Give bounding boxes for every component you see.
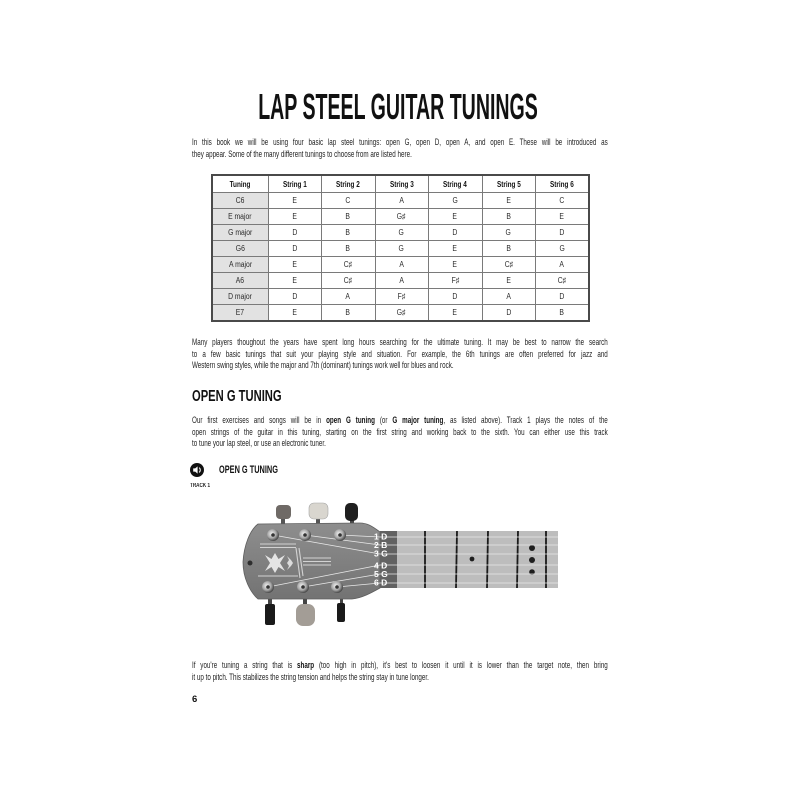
table-cell <box>375 257 428 273</box>
table-cell <box>375 241 428 257</box>
tunings-table <box>211 174 590 322</box>
tuning-name-cell <box>212 241 268 257</box>
table-cell <box>535 225 589 241</box>
intro-paragraph <box>192 137 608 160</box>
header-label: String 1 <box>282 179 307 189</box>
table-cell <box>268 273 321 289</box>
cell-text: C♯ <box>343 260 353 269</box>
cell-text: E major <box>228 212 252 221</box>
cell-text: E <box>292 308 297 317</box>
cell-text: E <box>452 308 458 317</box>
table-cell <box>321 209 375 225</box>
table-cell <box>428 209 482 225</box>
table-cell <box>321 241 375 257</box>
table-cell <box>375 209 428 225</box>
paragraph-line: to tune your lap steel, or use an electronic tuner. <box>192 438 326 449</box>
cell-text: E <box>452 212 458 221</box>
cell-text: E <box>292 212 297 221</box>
cell-text: B <box>506 244 511 253</box>
paragraph-line: it up to pitch. This stabilizes the string tension and helps the string stay in tune longer. <box>192 671 429 683</box>
text-segment: If you're tuning a string that is <box>192 660 298 671</box>
table-cell <box>375 225 428 241</box>
paragraph-line: Many players thoughout the years have spent long hours searching for the ultimate tuning. It may be best to narrow the search <box>192 337 608 348</box>
table-cell <box>321 225 375 241</box>
cell-text: G <box>505 228 512 237</box>
cell-text: D <box>559 228 565 237</box>
cell-text: E <box>452 244 458 253</box>
audio-track-title <box>219 465 307 476</box>
section-heading-text: OPEN G TUNING <box>192 388 282 405</box>
page-number: 6 <box>192 694 198 705</box>
track-number-text: TRACK 1 <box>190 483 211 489</box>
cell-text: A <box>559 260 565 269</box>
tuning-name-cell <box>212 305 268 322</box>
table-cell <box>535 257 589 273</box>
table-cell <box>321 305 375 322</box>
cell-text: G <box>559 244 565 253</box>
table-row <box>212 225 589 241</box>
paragraph-line: they appear. Some of the many different tunings to choose from are listed here. <box>192 148 412 160</box>
cell-text: A <box>399 260 404 269</box>
cell-text: F♯ <box>397 292 406 301</box>
tuning-name-cell <box>212 193 268 209</box>
column-header-string-6 <box>535 175 589 193</box>
table-row <box>212 273 589 289</box>
cell-text: E <box>559 212 565 221</box>
table-cell <box>375 305 428 322</box>
bold-term-g-major-tuning: G major tuning <box>392 415 444 426</box>
table-cell <box>428 241 482 257</box>
cell-text: A <box>399 276 404 285</box>
cell-text: G <box>398 244 405 253</box>
audio-track-title-text: OPEN G TUNING <box>219 464 278 476</box>
table-row <box>212 193 589 209</box>
paragraph-line: open strings of the guitar in this tuning, starting on the first string and working back to the sixth. You can either use this track <box>192 426 608 438</box>
cell-text: E <box>292 196 297 205</box>
table-cell <box>268 209 321 225</box>
table-cell <box>321 193 375 209</box>
tuner-keys-bottom <box>265 596 345 626</box>
cell-text: D <box>292 244 297 253</box>
header-label: String 6 <box>549 179 574 189</box>
cell-text: B <box>559 308 565 317</box>
cell-text: E7 <box>236 308 245 317</box>
header-label: String 5 <box>496 179 521 189</box>
cell-text: C <box>345 196 351 205</box>
column-header-string-5 <box>482 175 535 193</box>
tuning-name-cell <box>212 257 268 273</box>
cell-text: E <box>292 260 297 269</box>
table-cell <box>535 273 589 289</box>
header-label: Tuning <box>229 179 251 189</box>
table-cell <box>482 257 535 273</box>
cell-text: D <box>452 228 458 237</box>
cell-text: G major <box>228 228 253 237</box>
table-cell <box>535 289 589 305</box>
cell-text: A <box>345 292 351 301</box>
cell-text: B <box>345 244 351 253</box>
table-row <box>212 257 589 273</box>
cell-text: C♯ <box>504 260 513 269</box>
cell-text: E <box>506 276 511 285</box>
cell-text: G <box>452 196 458 205</box>
table-cell <box>482 289 535 305</box>
tuning-name-cell <box>212 289 268 305</box>
open-g-paragraph <box>192 415 608 450</box>
tuning-name-cell <box>212 225 268 241</box>
string-label-4: 4 D <box>374 560 388 571</box>
paragraph-line: Western swing styles, while the major and 7th (dominant) tunings work well for blues and rock. <box>192 360 454 371</box>
cell-text: A <box>399 196 404 205</box>
table-cell <box>268 257 321 273</box>
cell-text: A <box>506 292 511 301</box>
table-cell <box>428 305 482 322</box>
table-cell <box>268 289 321 305</box>
tuning-name-cell <box>212 273 268 289</box>
cell-text: G6 <box>235 244 245 253</box>
paragraph-line <box>192 660 608 672</box>
cell-text: A6 <box>236 276 245 285</box>
paragraph-line: to a few basic tunings that suit your playing style and situation. For example, the 6th tunings are often preferred for jazz and <box>192 348 608 360</box>
text-segment: Our first exercises and songs will be in <box>192 415 327 426</box>
header-label: String 4 <box>443 179 467 189</box>
header-label: String 3 <box>389 179 414 189</box>
column-header-tuning <box>212 175 268 193</box>
speaker-icon <box>190 463 204 477</box>
paragraph-line <box>192 415 608 427</box>
cell-text: B <box>345 308 351 317</box>
table-cell <box>268 305 321 322</box>
table-header-row <box>212 175 589 193</box>
table-cell <box>428 273 482 289</box>
cell-text: E <box>452 260 458 269</box>
column-header-string-2 <box>321 175 375 193</box>
table-cell <box>268 241 321 257</box>
cell-text: D <box>506 308 511 317</box>
bold-term-open-g-tuning: open G tuning <box>326 415 375 426</box>
table-cell <box>268 225 321 241</box>
string-label-5: 5 G <box>374 569 388 579</box>
cell-text: E <box>506 196 511 205</box>
guitar-headstock-figure <box>230 495 570 640</box>
table-cell <box>482 193 535 209</box>
cell-text: D <box>292 228 297 237</box>
cell-text: D <box>559 292 565 301</box>
column-header-string-1 <box>268 175 321 193</box>
table-cell <box>321 257 375 273</box>
table-cell <box>535 305 589 322</box>
table-cell <box>482 305 535 322</box>
table-cell <box>482 273 535 289</box>
cell-text: C <box>559 196 565 205</box>
cell-text: D <box>292 292 297 301</box>
table-cell <box>268 193 321 209</box>
cell-text: G <box>398 228 405 237</box>
cell-text: F♯ <box>451 276 459 285</box>
text-segment: (or <box>374 415 393 426</box>
cell-text: G♯ <box>397 308 406 317</box>
truss-rod-screw-icon <box>248 561 253 566</box>
cell-text: B <box>506 212 511 221</box>
page-title-text: LAP STEEL GUITAR TUNINGS <box>258 86 538 127</box>
table-cell <box>428 225 482 241</box>
table-cell <box>535 209 589 225</box>
string-label-6: 6 D <box>374 577 388 588</box>
tuning-name-cell <box>212 209 268 225</box>
cell-text: C♯ <box>557 276 566 285</box>
table-cell <box>535 193 589 209</box>
table-row <box>212 305 589 322</box>
cell-text: G♯ <box>397 212 406 221</box>
table-cell <box>375 289 428 305</box>
string-label-1: 1 D <box>374 531 388 542</box>
cell-text: A major <box>228 260 252 269</box>
table-cell <box>321 273 375 289</box>
paragraph-line: In this book we will be using four basic lap steel tunings: open G, open D, open A, and open E. These will be introduced as <box>192 137 608 148</box>
table-cell <box>535 241 589 257</box>
table-row <box>212 241 589 257</box>
page-title <box>0 86 798 127</box>
bold-term-sharp: sharp <box>297 660 315 671</box>
table-row <box>212 209 589 225</box>
table-cell <box>321 289 375 305</box>
table-cell <box>375 193 428 209</box>
tuning-advice-paragraph <box>192 337 608 372</box>
column-header-string-3 <box>375 175 428 193</box>
column-header-string-4 <box>428 175 482 193</box>
track-number <box>190 483 216 489</box>
text-segment: , as listed above). Track 1 plays the notes of the <box>443 415 608 426</box>
cell-text: E <box>292 276 297 285</box>
cell-text: C♯ <box>343 276 353 285</box>
string-label-3: 3 G <box>374 548 388 559</box>
table-cell <box>482 241 535 257</box>
header-label: String 2 <box>336 179 360 189</box>
table-row <box>212 289 589 305</box>
cell-text: D major <box>228 292 253 301</box>
table-cell <box>428 193 482 209</box>
table-cell <box>375 273 428 289</box>
table-cell <box>428 289 482 305</box>
table-cell <box>482 209 535 225</box>
cell-text: D <box>452 292 458 301</box>
string-label-2: 2 B <box>374 540 388 550</box>
section-heading-open-g <box>192 389 320 405</box>
table-cell <box>428 257 482 273</box>
table-cell <box>482 225 535 241</box>
sharp-tip-paragraph <box>192 660 608 683</box>
text-segment: (too high in pitch), it's best to loosen it until it is lower than the target note, then bring <box>314 660 608 671</box>
cell-text: B <box>345 212 351 221</box>
cell-text: C6 <box>235 196 245 205</box>
cell-text: B <box>345 228 351 237</box>
tuner-keys-top <box>276 503 358 526</box>
